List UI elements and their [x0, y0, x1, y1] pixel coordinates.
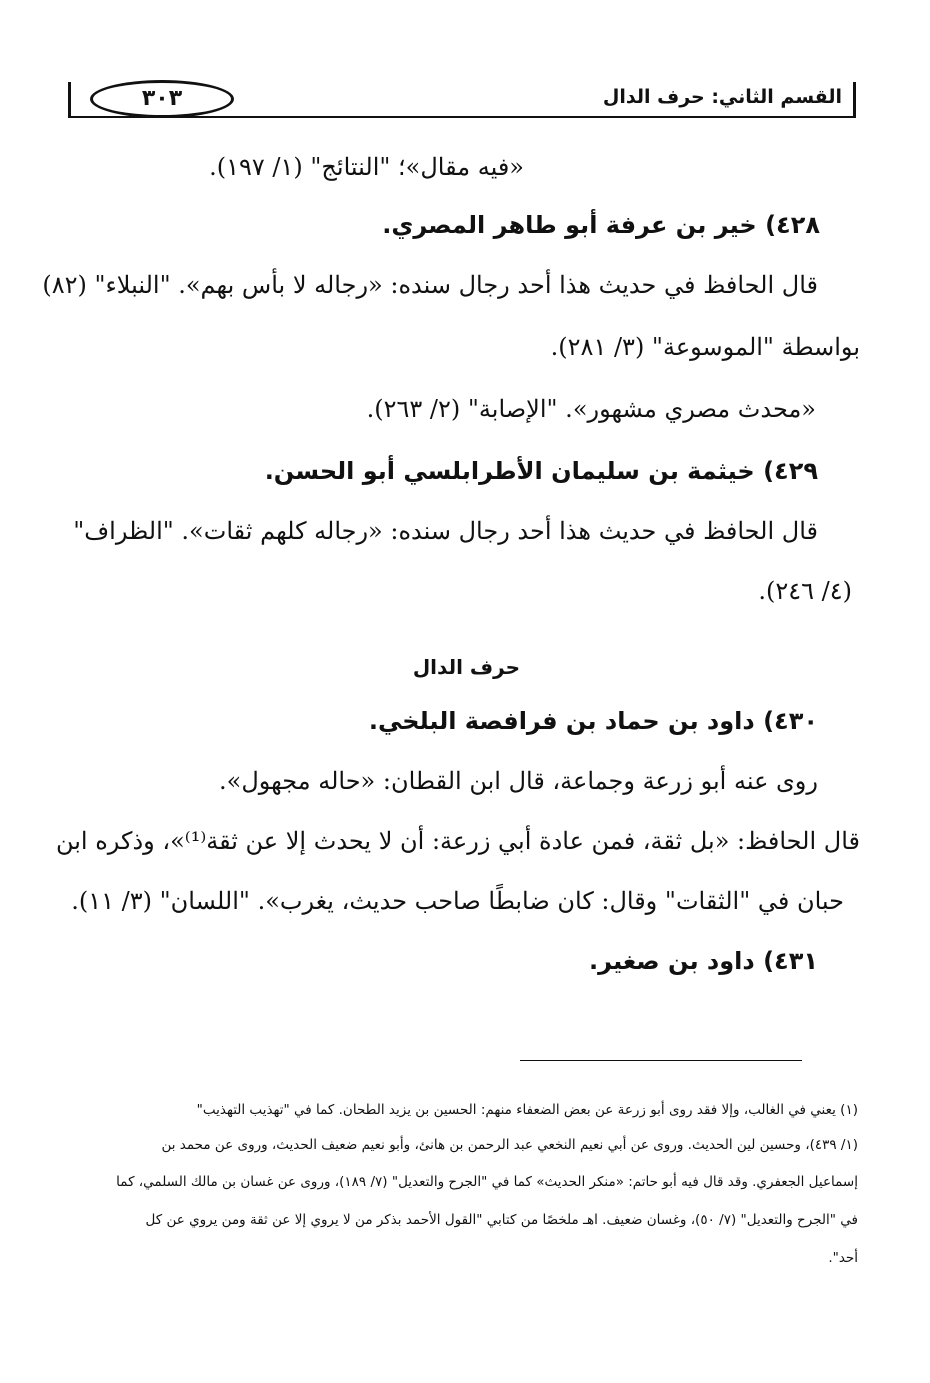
- entry-heading-430: ٤٣٠) داود بن حماد بن فرافصة البلخي.: [368, 707, 818, 735]
- text-line: (٤/ ٢٤٦).: [758, 577, 852, 605]
- page-number: ٣٠٣: [90, 80, 234, 118]
- footnote-line: (١) يعني في الغالب، وإلا فقد روى أبو زرعة عن بعض الضعفاء منهم: الحسين بن يزيد الطحان. كما في "تهذيب التهذيب": [196, 1102, 858, 1118]
- text-line: «محدث مصري مشهور». "الإصابة" (٢/ ٢٦٣).: [366, 395, 816, 423]
- text-line: روى عنه أبو زرعة وجماعة، قال ابن القطان: «حاله مجهول».: [219, 767, 818, 795]
- text-line: قال الحافظ في حديث هذا أحد رجال سنده: «رجاله لا بأس بهم». "النبلاء" (٨٢): [42, 271, 818, 299]
- text-line: قال الحافظ: «بل ثقة، فمن عادة أبي زرعة: أن لا يحدث إلا عن ثقة⁽¹⁾»، وذكره ابن: [55, 827, 860, 855]
- entry-heading-429: ٤٢٩) خيثمة بن سليمان الأطرابلسي أبو الحسن.: [264, 457, 818, 485]
- footnote-line: أحد".: [828, 1250, 858, 1266]
- entry-heading-431: ٤٣١) داود بن صغير.: [589, 947, 818, 975]
- text-line: «فيه مقال»؛ "النتائج" (١/ ١٩٧).: [209, 153, 524, 181]
- footnote-line: (١/ ٤٣٩)، وحسين لين الحديث. وروى عن أبي نعيم النخعي عبد الرحمن بن هانئ، وأبو نعيم ضعيف الحديث، وروى عن محمد بن: [161, 1137, 858, 1153]
- footnote-separator: [520, 1060, 802, 1061]
- header-left-bar: [68, 82, 71, 118]
- footnote-line: إسماعيل الجعفري. وقد قال فيه أبو حاتم: «منكر الحديث» كما في "الجرح والتعديل" (٧/ ١٨٩)، وروى عن غسان بن مالك السلمي، كما: [116, 1174, 858, 1190]
- header-right-bar: [853, 82, 856, 118]
- running-header: [68, 80, 856, 118]
- text-line: بواسطة "الموسوعة" (٣/ ٢٨١).: [550, 333, 860, 361]
- text-line: حبان في "الثقات" وقال: كان ضابطًا صاحب حديث، يغرب». "اللسان" (٣/ ١١).: [71, 887, 844, 915]
- text-line: قال الحافظ في حديث هذا أحد رجال سنده: «رجاله كلهم ثقات». "الظراف": [73, 517, 818, 545]
- header-title: القسم الثاني: حرف الدال: [602, 86, 842, 108]
- section-heading: حرف الدال: [412, 655, 520, 679]
- footnote-line: في "الجرح والتعديل" (٧/ ٥٠)، وغسان ضعيف. اهـ ملخصًا من كتابي "القول الأحمد بذكر من لا يروي إلا عن ثقة ومن يروي عن كل: [145, 1212, 858, 1228]
- entry-heading-428: ٤٢٨) خير بن عرفة أبو طاهر المصري.: [382, 211, 820, 239]
